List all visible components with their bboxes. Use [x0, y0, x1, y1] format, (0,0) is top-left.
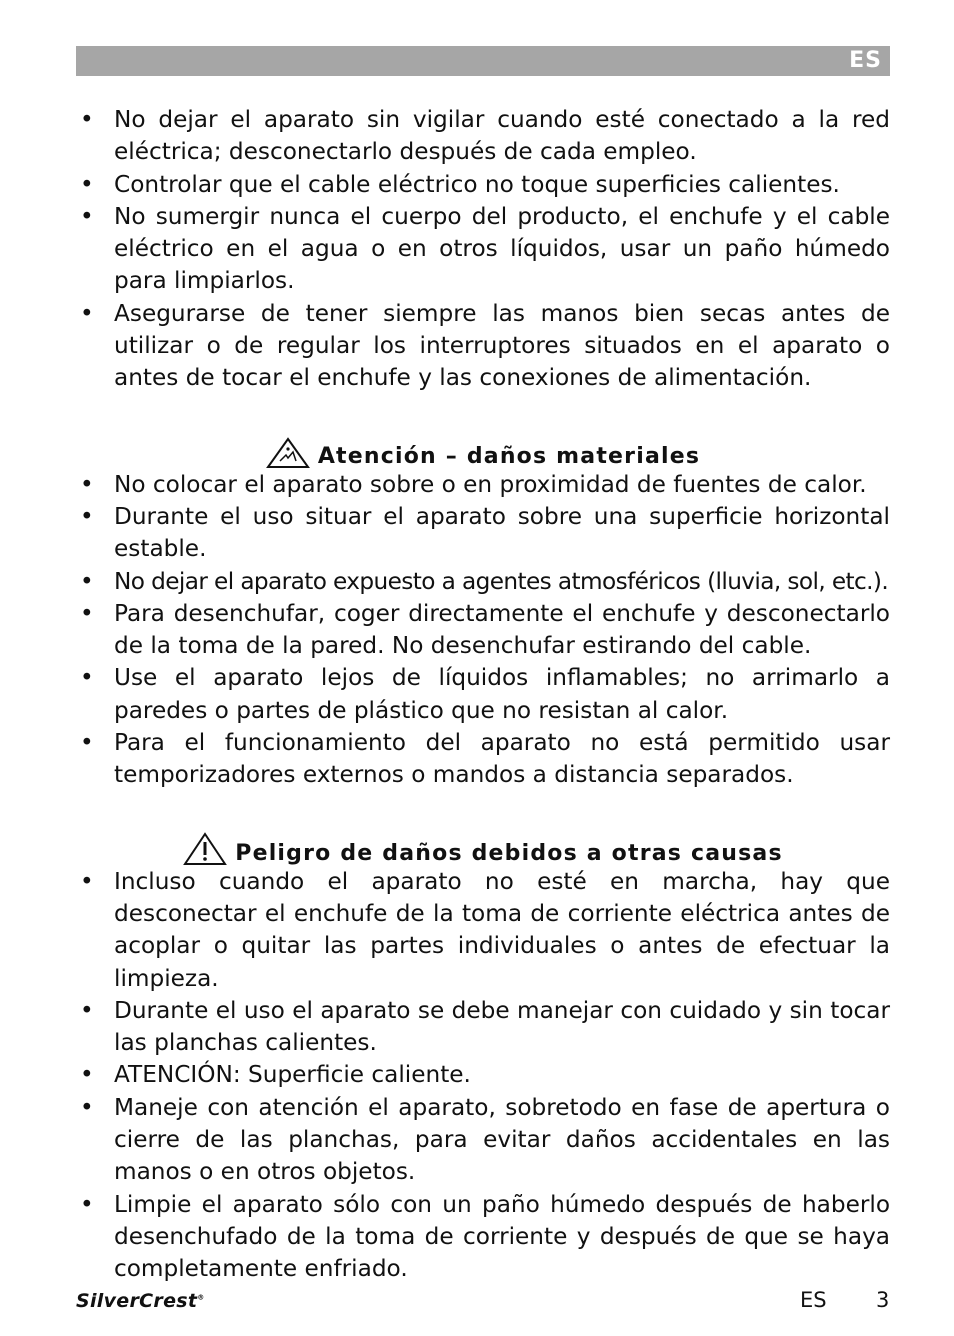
language-header-bar [76, 46, 890, 76]
list-item: • Limpie el aparato sólo con un paño húmedo después de haberlo desenchufado de la toma de corriente y después de que se haya completamente enfriado. [80, 1190, 890, 1283]
header-language-code: ES [849, 48, 882, 73]
list-item: • Use el aparato lejos de líquidos inflamables; no arrimarlo a paredes o partes de plástico que no resistan al calor. [80, 664, 890, 724]
list-item: • No dejar el aparato expuesto a agentes atmosféricos (lluvia, sol, etc.). [80, 567, 889, 595]
page-footer [76, 1288, 890, 1318]
page-content [76, 104, 890, 1286]
safety-list-material-damage [76, 469, 890, 792]
safety-list-general [76, 104, 890, 395]
section-title: Peligro de daños debidos a otras causas [235, 840, 783, 866]
section-heading-other-dangers [76, 832, 890, 866]
list-item: • No dejar el aparato sin vigilar cuando esté conectado a la red eléctrica; desconectarlo después de cada empleo. [80, 106, 890, 166]
list-item: • Para el funcionamiento del aparato no está permitido usar temporizadores externos o mandos a distancia separados. [80, 729, 890, 789]
list-item: • Durante el uso el aparato se debe manejar con cuidado y sin tocar las planchas calientes. [80, 996, 890, 1057]
list-item: • Durante el uso situar el aparato sobre una superficie horizontal estable. [80, 502, 890, 563]
list-item: • ATENCIÓN: Superficie caliente. [80, 1061, 471, 1089]
section-title: Atención – daños materiales [317, 443, 701, 469]
list-item: • Maneje con atención el aparato, sobretodo en fase de apertura o cierre de las planchas, para evitar daños accidentales en las manos o en otros objetos. [80, 1093, 890, 1186]
list-item: • No sumergir nunca el cuerpo del producto, el enchufe y el cable eléctrico en el agua o en otros líquidos, usar un paño húmedo para limpiarlos. [80, 202, 890, 295]
safety-list-other-dangers [76, 866, 890, 1286]
warning-triangle-icon [183, 832, 227, 866]
material-damage-warning-icon [266, 437, 310, 469]
list-item: • Incluso cuando el aparato no esté en marcha, hay que desconectar el enchufe de la toma de corriente eléctrica antes de acoplar o quitar las partes individuales o antes de efectuar la limpieza. [80, 867, 890, 992]
list-item: • Para desenchufar, coger directamente el enchufe y desconectarlo de la toma de la pared. No desenchufar estirando del cable. [80, 599, 890, 660]
list-item: • No colocar el aparato sobre o en proximidad de fuentes de calor. [80, 470, 867, 498]
list-item: • Controlar que el cable eléctrico no toque superficies calientes. [80, 170, 840, 198]
brand-logo: SilverCrest® [76, 1290, 205, 1312]
page-number: 3 [876, 1288, 890, 1312]
section-heading-material-damage [76, 435, 890, 469]
footer-language-code: ES [800, 1288, 827, 1312]
list-item: • Asegurarse de tener siempre las manos bien secas antes de utilizar o de regular los interruptores situados en el aparato o antes de tocar el enchufe y las conexiones de alimentación. [80, 299, 890, 392]
